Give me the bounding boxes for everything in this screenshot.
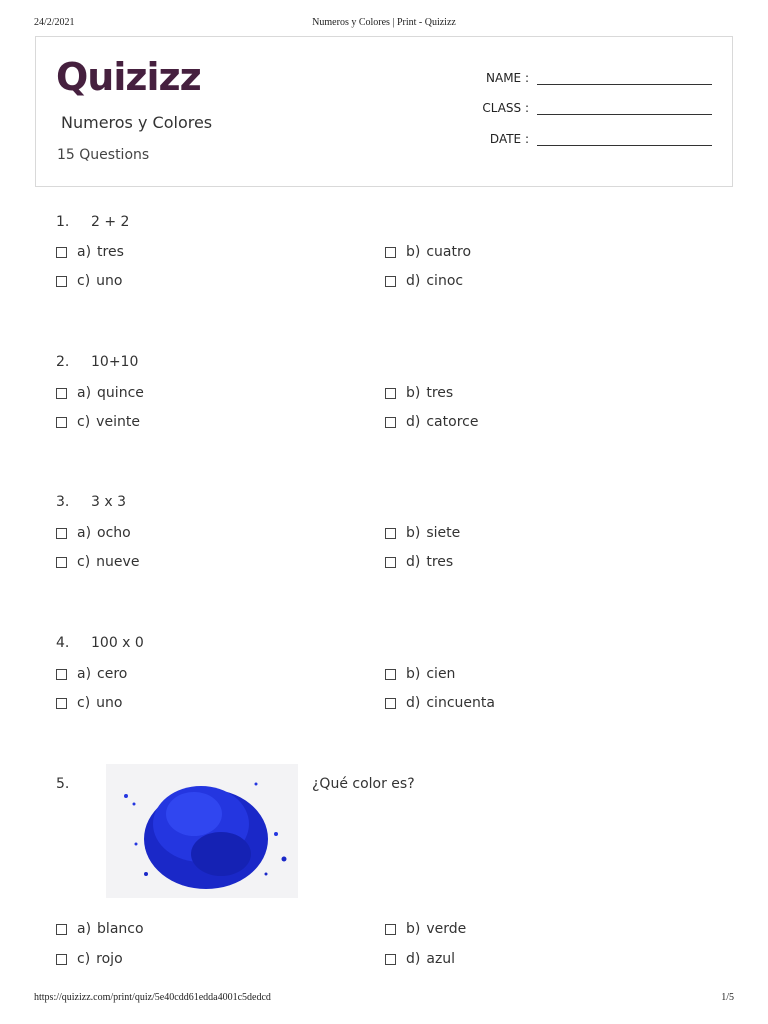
option-letter: a) bbox=[77, 921, 92, 937]
option-text: cuatro bbox=[426, 244, 472, 260]
question-count: 15 Questions bbox=[57, 147, 150, 163]
option-text: siete bbox=[426, 525, 461, 541]
option-text: verde bbox=[426, 921, 467, 937]
option-letter: d) bbox=[406, 414, 421, 430]
option-letter: a) bbox=[77, 525, 92, 541]
question-number: 4. bbox=[56, 635, 70, 651]
option-letter: c) bbox=[77, 273, 91, 289]
option-c[interactable] bbox=[56, 695, 122, 711]
print-date: 24/2/2021 bbox=[34, 17, 75, 28]
class-field bbox=[449, 101, 712, 115]
date-label: DATE : bbox=[489, 132, 529, 146]
option-a[interactable] bbox=[56, 666, 127, 682]
option-b[interactable] bbox=[385, 385, 453, 401]
checkbox[interactable] bbox=[56, 698, 67, 709]
question-text: ¿Qué color es? bbox=[312, 776, 415, 792]
option-letter: a) bbox=[77, 666, 92, 682]
name-label: NAME : bbox=[486, 71, 529, 85]
class-label: CLASS : bbox=[482, 101, 529, 115]
checkbox[interactable] bbox=[385, 417, 396, 428]
option-letter: d) bbox=[406, 554, 421, 570]
option-b[interactable] bbox=[385, 244, 471, 260]
date-line bbox=[537, 133, 712, 146]
option-b[interactable] bbox=[385, 666, 455, 682]
option-letter: d) bbox=[406, 695, 421, 711]
option-text: cero bbox=[97, 666, 128, 682]
checkbox[interactable] bbox=[56, 954, 67, 965]
quiz-header bbox=[35, 36, 733, 187]
option-text: blanco bbox=[97, 921, 144, 937]
option-text: veinte bbox=[96, 414, 140, 430]
checkbox[interactable] bbox=[385, 924, 396, 935]
option-text: uno bbox=[96, 273, 123, 289]
checkbox[interactable] bbox=[56, 669, 67, 680]
question-text: 2 + 2 bbox=[91, 214, 130, 230]
option-d[interactable] bbox=[385, 554, 453, 570]
checkbox[interactable] bbox=[56, 528, 67, 539]
option-b[interactable] bbox=[385, 525, 460, 541]
quizizz-logo: Quizizz bbox=[56, 55, 201, 99]
option-text: cincuenta bbox=[426, 695, 495, 711]
option-text: catorce bbox=[426, 414, 479, 430]
option-letter: a) bbox=[77, 244, 92, 260]
option-text: tres bbox=[426, 385, 454, 401]
option-text: rojo bbox=[96, 951, 123, 967]
checkbox[interactable] bbox=[56, 557, 67, 568]
print-title: Numeros y Colores | Print - Quizizz bbox=[312, 17, 456, 28]
question-number: 3. bbox=[56, 494, 70, 510]
option-letter: d) bbox=[406, 951, 421, 967]
name-field bbox=[449, 71, 712, 85]
option-c[interactable] bbox=[56, 554, 139, 570]
option-text: tres bbox=[426, 554, 454, 570]
checkbox[interactable] bbox=[385, 528, 396, 539]
option-a[interactable] bbox=[56, 525, 131, 541]
option-text: cien bbox=[426, 666, 456, 682]
option-a[interactable] bbox=[56, 921, 144, 937]
option-letter: d) bbox=[406, 273, 421, 289]
option-letter: c) bbox=[77, 554, 91, 570]
option-b[interactable] bbox=[385, 921, 466, 937]
page-number: 1/5 bbox=[721, 992, 734, 1003]
option-letter: c) bbox=[77, 695, 91, 711]
option-c[interactable] bbox=[56, 273, 122, 289]
checkbox[interactable] bbox=[385, 698, 396, 709]
checkbox[interactable] bbox=[385, 557, 396, 568]
option-text: azul bbox=[426, 951, 456, 967]
checkbox[interactable] bbox=[385, 276, 396, 287]
question-text: 10+10 bbox=[91, 354, 139, 370]
checkbox[interactable] bbox=[56, 417, 67, 428]
option-letter: b) bbox=[406, 921, 421, 937]
question-number: 2. bbox=[56, 354, 70, 370]
date-field bbox=[449, 132, 712, 146]
name-line bbox=[537, 72, 712, 85]
option-letter: b) bbox=[406, 525, 421, 541]
quiz-title: Numeros y Colores bbox=[61, 113, 213, 132]
option-letter: a) bbox=[77, 385, 92, 401]
option-letter: b) bbox=[406, 244, 421, 260]
checkbox[interactable] bbox=[385, 954, 396, 965]
option-c[interactable] bbox=[56, 951, 123, 967]
checkbox[interactable] bbox=[385, 388, 396, 399]
blue-pigment-image bbox=[106, 764, 298, 898]
option-text: quince bbox=[97, 385, 144, 401]
question-number: 5. bbox=[56, 776, 70, 792]
question-text: 3 x 3 bbox=[91, 494, 126, 510]
option-letter: b) bbox=[406, 666, 421, 682]
checkbox[interactable] bbox=[56, 247, 67, 258]
checkbox[interactable] bbox=[56, 388, 67, 399]
option-text: tres bbox=[97, 244, 124, 260]
option-d[interactable] bbox=[385, 695, 495, 711]
option-d[interactable] bbox=[385, 951, 455, 967]
option-d[interactable] bbox=[385, 273, 463, 289]
option-text: cinoc bbox=[426, 273, 464, 289]
option-letter: c) bbox=[77, 951, 91, 967]
option-a[interactable] bbox=[56, 244, 124, 260]
option-letter: c) bbox=[77, 414, 91, 430]
option-c[interactable] bbox=[56, 414, 140, 430]
checkbox[interactable] bbox=[385, 669, 396, 680]
question-text: 100 x 0 bbox=[91, 635, 144, 651]
option-letter: b) bbox=[406, 385, 421, 401]
pigment-picture bbox=[106, 764, 298, 898]
class-line bbox=[537, 102, 712, 115]
checkbox[interactable] bbox=[56, 276, 67, 287]
option-d[interactable] bbox=[385, 414, 478, 430]
question-number: 1. bbox=[56, 214, 70, 230]
option-text: ocho bbox=[97, 525, 131, 541]
checkbox[interactable] bbox=[385, 247, 396, 258]
checkbox[interactable] bbox=[56, 924, 67, 935]
option-text: uno bbox=[96, 695, 123, 711]
print-url: https://quizizz.com/print/quiz/5e40cdd61edda4001c5dedcd bbox=[34, 992, 271, 1003]
option-a[interactable] bbox=[56, 385, 144, 401]
option-text: nueve bbox=[96, 554, 140, 570]
